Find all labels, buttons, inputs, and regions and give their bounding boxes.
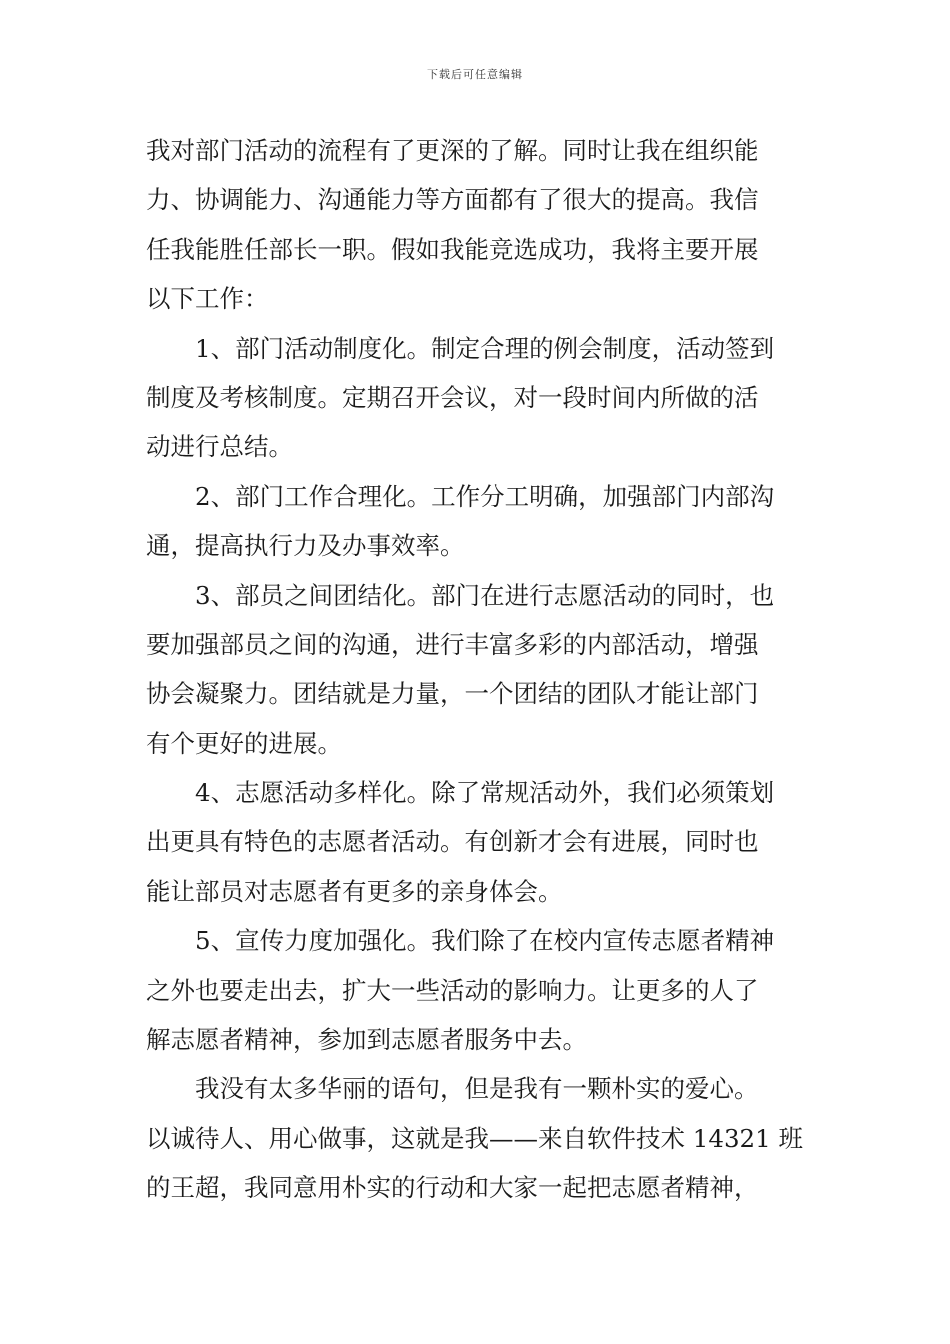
text-line: 制度及考核制度。定期召开会议，对一段时间内所做的活	[146, 382, 759, 412]
text-line: 有个更好的进展。	[146, 728, 342, 758]
page-header: 下载后可任意编辑	[427, 68, 523, 81]
document-body	[146, 126, 810, 1213]
text-line: 我对部门活动的流程有了更深的了解。同时让我在组织能	[146, 136, 759, 165]
text-line-indented: 5、宣传力度加强化。我们除了在校内宣传志愿者精神	[195, 926, 775, 956]
text-line-indented: 2、部门工作合理化。工作分工明确，加强部门内部沟	[195, 481, 775, 511]
text-line: 出更具有特色的志愿者活动。有创新才会有进展，同时也	[146, 827, 759, 857]
text-line: 要加强部员之间的沟通，进行丰富多彩的内部活动，增强	[146, 629, 759, 659]
text-line: 力、协调能力、沟通能力等方面都有了很大的提高。我信	[146, 185, 759, 215]
text-line-indented: 1、部门活动制度化。制定合理的例会制度，活动签到	[195, 333, 775, 363]
text-line: 解志愿者精神，参加到志愿者服务中去。	[146, 1025, 587, 1055]
text-line: 协会凝聚力。团结就是力量，一个团结的团队才能让部门	[146, 679, 759, 709]
text-line: 以诚待人、用心做事，这就是我——来自软件技术 14321 班	[146, 1123, 804, 1153]
text-line: 任我能胜任部长一职。假如我能竞选成功，我将主要开展	[146, 234, 759, 264]
text-line: 能让部员对志愿者有更多的亲身体会。	[146, 876, 563, 906]
text-line-indented: 4、志愿活动多样化。除了常规活动外，我们必须策划	[195, 778, 775, 808]
text-line-indented: 3、部员之间团结化。部门在进行志愿活动的同时，也	[195, 580, 775, 610]
text-line-indented: 我没有太多华丽的语句，但是我有一颗朴实的爱心。	[195, 1074, 759, 1104]
text-line: 以下工作：	[146, 284, 269, 314]
text-line: 通，提高执行力及办事效率。	[146, 531, 465, 561]
text-line: 动进行总结。	[146, 432, 293, 462]
text-line: 之外也要走出去，扩大一些活动的影响力。让更多的人了	[146, 975, 759, 1005]
text-line: 的王超，我同意用朴实的行动和大家一起把志愿者精神，	[146, 1173, 759, 1203]
